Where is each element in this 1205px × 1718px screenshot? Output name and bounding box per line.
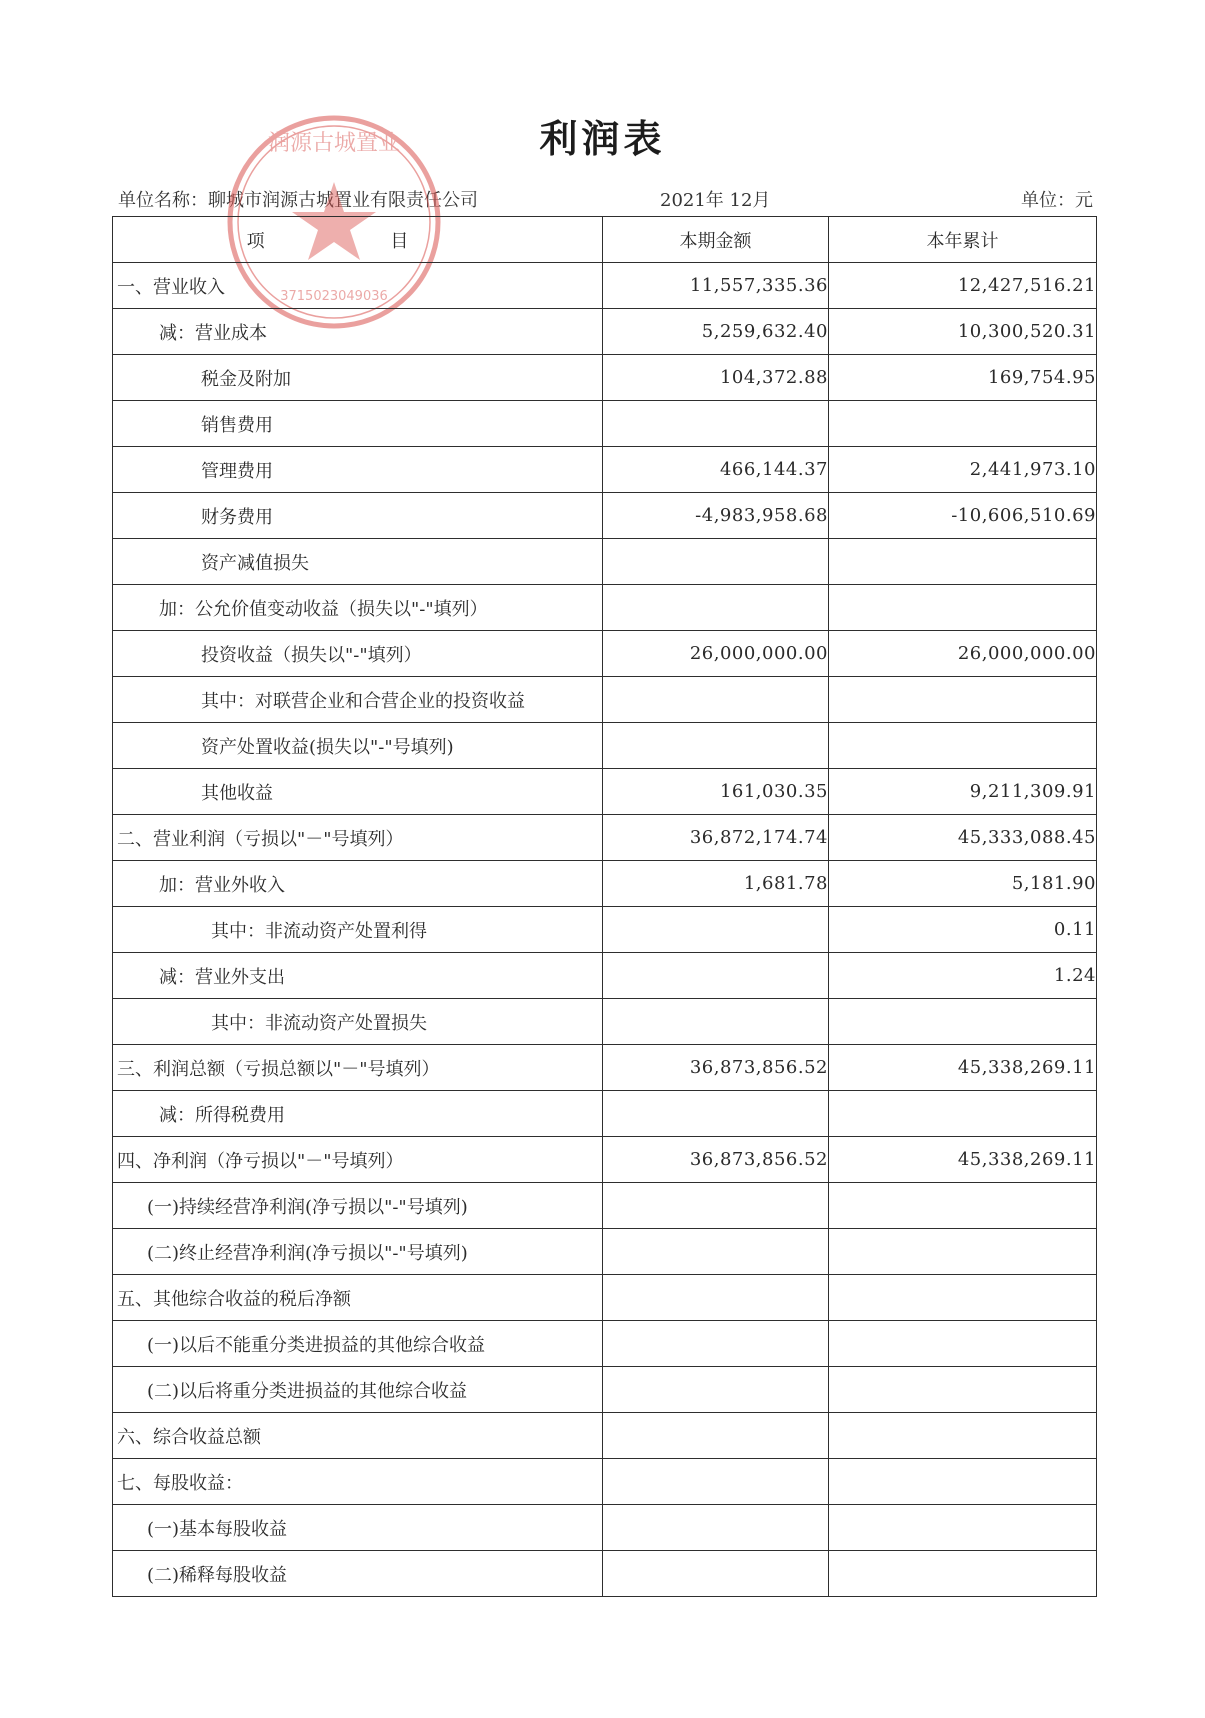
ytd-amount: [829, 401, 1097, 447]
current-amount: [603, 1091, 829, 1137]
ytd-amount: 9,211,309.91: [829, 769, 1097, 815]
current-amount: [603, 401, 829, 447]
row-label: 资产处置收益(损失以"-"号填列): [113, 723, 603, 769]
table-row: [113, 493, 1097, 539]
current-amount: [603, 1505, 829, 1551]
table-row: [113, 1505, 1097, 1551]
ytd-amount: 45,333,088.45: [829, 815, 1097, 861]
ytd-amount: [829, 1229, 1097, 1275]
unit-label: 单位：元: [1021, 190, 1093, 211]
ytd-amount: [829, 585, 1097, 631]
current-amount: [603, 999, 829, 1045]
row-label: 其他收益: [113, 769, 603, 815]
ytd-amount: [829, 1367, 1097, 1413]
table-row: [113, 263, 1097, 309]
current-amount: [603, 1459, 829, 1505]
current-amount: 11,557,335.36: [603, 263, 829, 309]
ytd-amount: [829, 1091, 1097, 1137]
current-amount: 161,030.35: [603, 769, 829, 815]
current-amount: 466,144.37: [603, 447, 829, 493]
current-amount: 104,372.88: [603, 355, 829, 401]
svg-text:3715023049036: 3715023049036: [280, 289, 388, 304]
ytd-amount: [829, 1275, 1097, 1321]
table-header-row: [113, 217, 1097, 263]
current-amount: 5,259,632.40: [603, 309, 829, 355]
ytd-amount: 1.24: [829, 953, 1097, 999]
table-row: [113, 1137, 1097, 1183]
ytd-amount: [829, 677, 1097, 723]
current-amount: [603, 953, 829, 999]
table-row: [113, 953, 1097, 999]
row-label: 其中：对联营企业和合营企业的投资收益: [113, 677, 603, 723]
row-label: 资产减值损失: [113, 539, 603, 585]
row-label: (二)以后将重分类进损益的其他综合收益: [113, 1367, 603, 1413]
ytd-amount: [829, 1551, 1097, 1597]
row-label: (一)基本每股收益: [113, 1505, 603, 1551]
row-label: 财务费用: [113, 493, 603, 539]
income-statement-table: [112, 216, 1097, 1597]
table-row: [113, 539, 1097, 585]
row-label: 销售费用: [113, 401, 603, 447]
current-amount: 36,873,856.52: [603, 1045, 829, 1091]
ytd-amount: [829, 1413, 1097, 1459]
row-label: 二、营业利润（亏损以"－"号填列）: [113, 815, 603, 861]
ytd-amount: [829, 999, 1097, 1045]
row-label: 税金及附加: [113, 355, 603, 401]
row-label: 管理费用: [113, 447, 603, 493]
row-label: 三、利润总额（亏损总额以"－"号填列）: [113, 1045, 603, 1091]
current-amount: [603, 1413, 829, 1459]
table-row: [113, 355, 1097, 401]
svg-text:润源古城置业: 润源古城置业: [267, 131, 401, 156]
table-row: [113, 1413, 1097, 1459]
table-row: [113, 677, 1097, 723]
table-row: [113, 309, 1097, 355]
row-label: 加：公允价值变动收益（损失以"-"填列）: [113, 585, 603, 631]
current-amount: [603, 1183, 829, 1229]
ytd-amount: [829, 1505, 1097, 1551]
table-row: [113, 401, 1097, 447]
ytd-amount: [829, 1321, 1097, 1367]
table-row: [113, 1275, 1097, 1321]
row-label: 其中：非流动资产处置损失: [113, 999, 603, 1045]
table-row: [113, 1321, 1097, 1367]
current-amount: [603, 1321, 829, 1367]
row-label: (二)终止经营净利润(净亏损以"-"号填列): [113, 1229, 603, 1275]
ytd-amount: 12,427,516.21: [829, 263, 1097, 309]
table-row: [113, 447, 1097, 493]
current-amount: [603, 539, 829, 585]
table-row: [113, 1045, 1097, 1091]
ytd-amount: 169,754.95: [829, 355, 1097, 401]
ytd-amount: 26,000,000.00: [829, 631, 1097, 677]
row-label: 五、其他综合收益的税后净额: [113, 1275, 603, 1321]
current-amount: 36,872,174.74: [603, 815, 829, 861]
current-amount: 1,681.78: [603, 861, 829, 907]
ytd-amount: 45,338,269.11: [829, 1045, 1097, 1091]
table-row: [113, 723, 1097, 769]
row-label: (一)以后不能重分类进损益的其他综合收益: [113, 1321, 603, 1367]
row-label: 六、综合收益总额: [113, 1413, 603, 1459]
ytd-amount: [829, 539, 1097, 585]
current-amount: [603, 1275, 829, 1321]
table-row: [113, 999, 1097, 1045]
row-label: (一)持续经营净利润(净亏损以"-"号填列): [113, 1183, 603, 1229]
table-row: [113, 907, 1097, 953]
row-label: 加：营业外收入: [113, 861, 603, 907]
table-row: [113, 1183, 1097, 1229]
report-period: 2021年 12月: [660, 190, 771, 211]
table-row: [113, 1091, 1097, 1137]
current-amount: [603, 585, 829, 631]
table-row: [113, 861, 1097, 907]
page-title: 利润表: [539, 117, 666, 161]
table-row: [113, 815, 1097, 861]
table-row: [113, 1551, 1097, 1597]
current-amount: [603, 1551, 829, 1597]
current-amount: [603, 1229, 829, 1275]
header-current: 本期金额: [603, 217, 829, 263]
current-amount: 36,873,856.52: [603, 1137, 829, 1183]
current-amount: 26,000,000.00: [603, 631, 829, 677]
row-label: 七、每股收益：: [113, 1459, 603, 1505]
current-amount: [603, 1367, 829, 1413]
ytd-amount: 5,181.90: [829, 861, 1097, 907]
ytd-amount: 10,300,520.31: [829, 309, 1097, 355]
header-ytd: 本年累计: [829, 217, 1097, 263]
row-label: 投资收益（损失以"-"填列）: [113, 631, 603, 677]
row-label: (二)稀释每股收益: [113, 1551, 603, 1597]
current-amount: -4,983,958.68: [603, 493, 829, 539]
row-label: 四、净利润（净亏损以"－"号填列）: [113, 1137, 603, 1183]
table-row: [113, 585, 1097, 631]
row-label: 减：营业外支出: [113, 953, 603, 999]
ytd-amount: [829, 1183, 1097, 1229]
company-name: 单位名称：聊城市润源古城置业有限责任公司: [118, 190, 478, 211]
ytd-amount: -10,606,510.69: [829, 493, 1097, 539]
ytd-amount: 2,441,973.10: [829, 447, 1097, 493]
table-row: [113, 1229, 1097, 1275]
row-label: 减：营业成本: [113, 309, 603, 355]
table-row: [113, 1367, 1097, 1413]
ytd-amount: 0.11: [829, 907, 1097, 953]
table-row: [113, 1459, 1097, 1505]
ytd-amount: [829, 723, 1097, 769]
table-row: [113, 631, 1097, 677]
row-label: 减：所得税费用: [113, 1091, 603, 1137]
header-item: 项 目: [113, 217, 603, 263]
ytd-amount: 45,338,269.11: [829, 1137, 1097, 1183]
ytd-amount: [829, 1459, 1097, 1505]
table-row: [113, 769, 1097, 815]
current-amount: [603, 723, 829, 769]
current-amount: [603, 907, 829, 953]
row-label: 一、营业收入: [113, 263, 603, 309]
current-amount: [603, 677, 829, 723]
row-label: 其中：非流动资产处置利得: [113, 907, 603, 953]
